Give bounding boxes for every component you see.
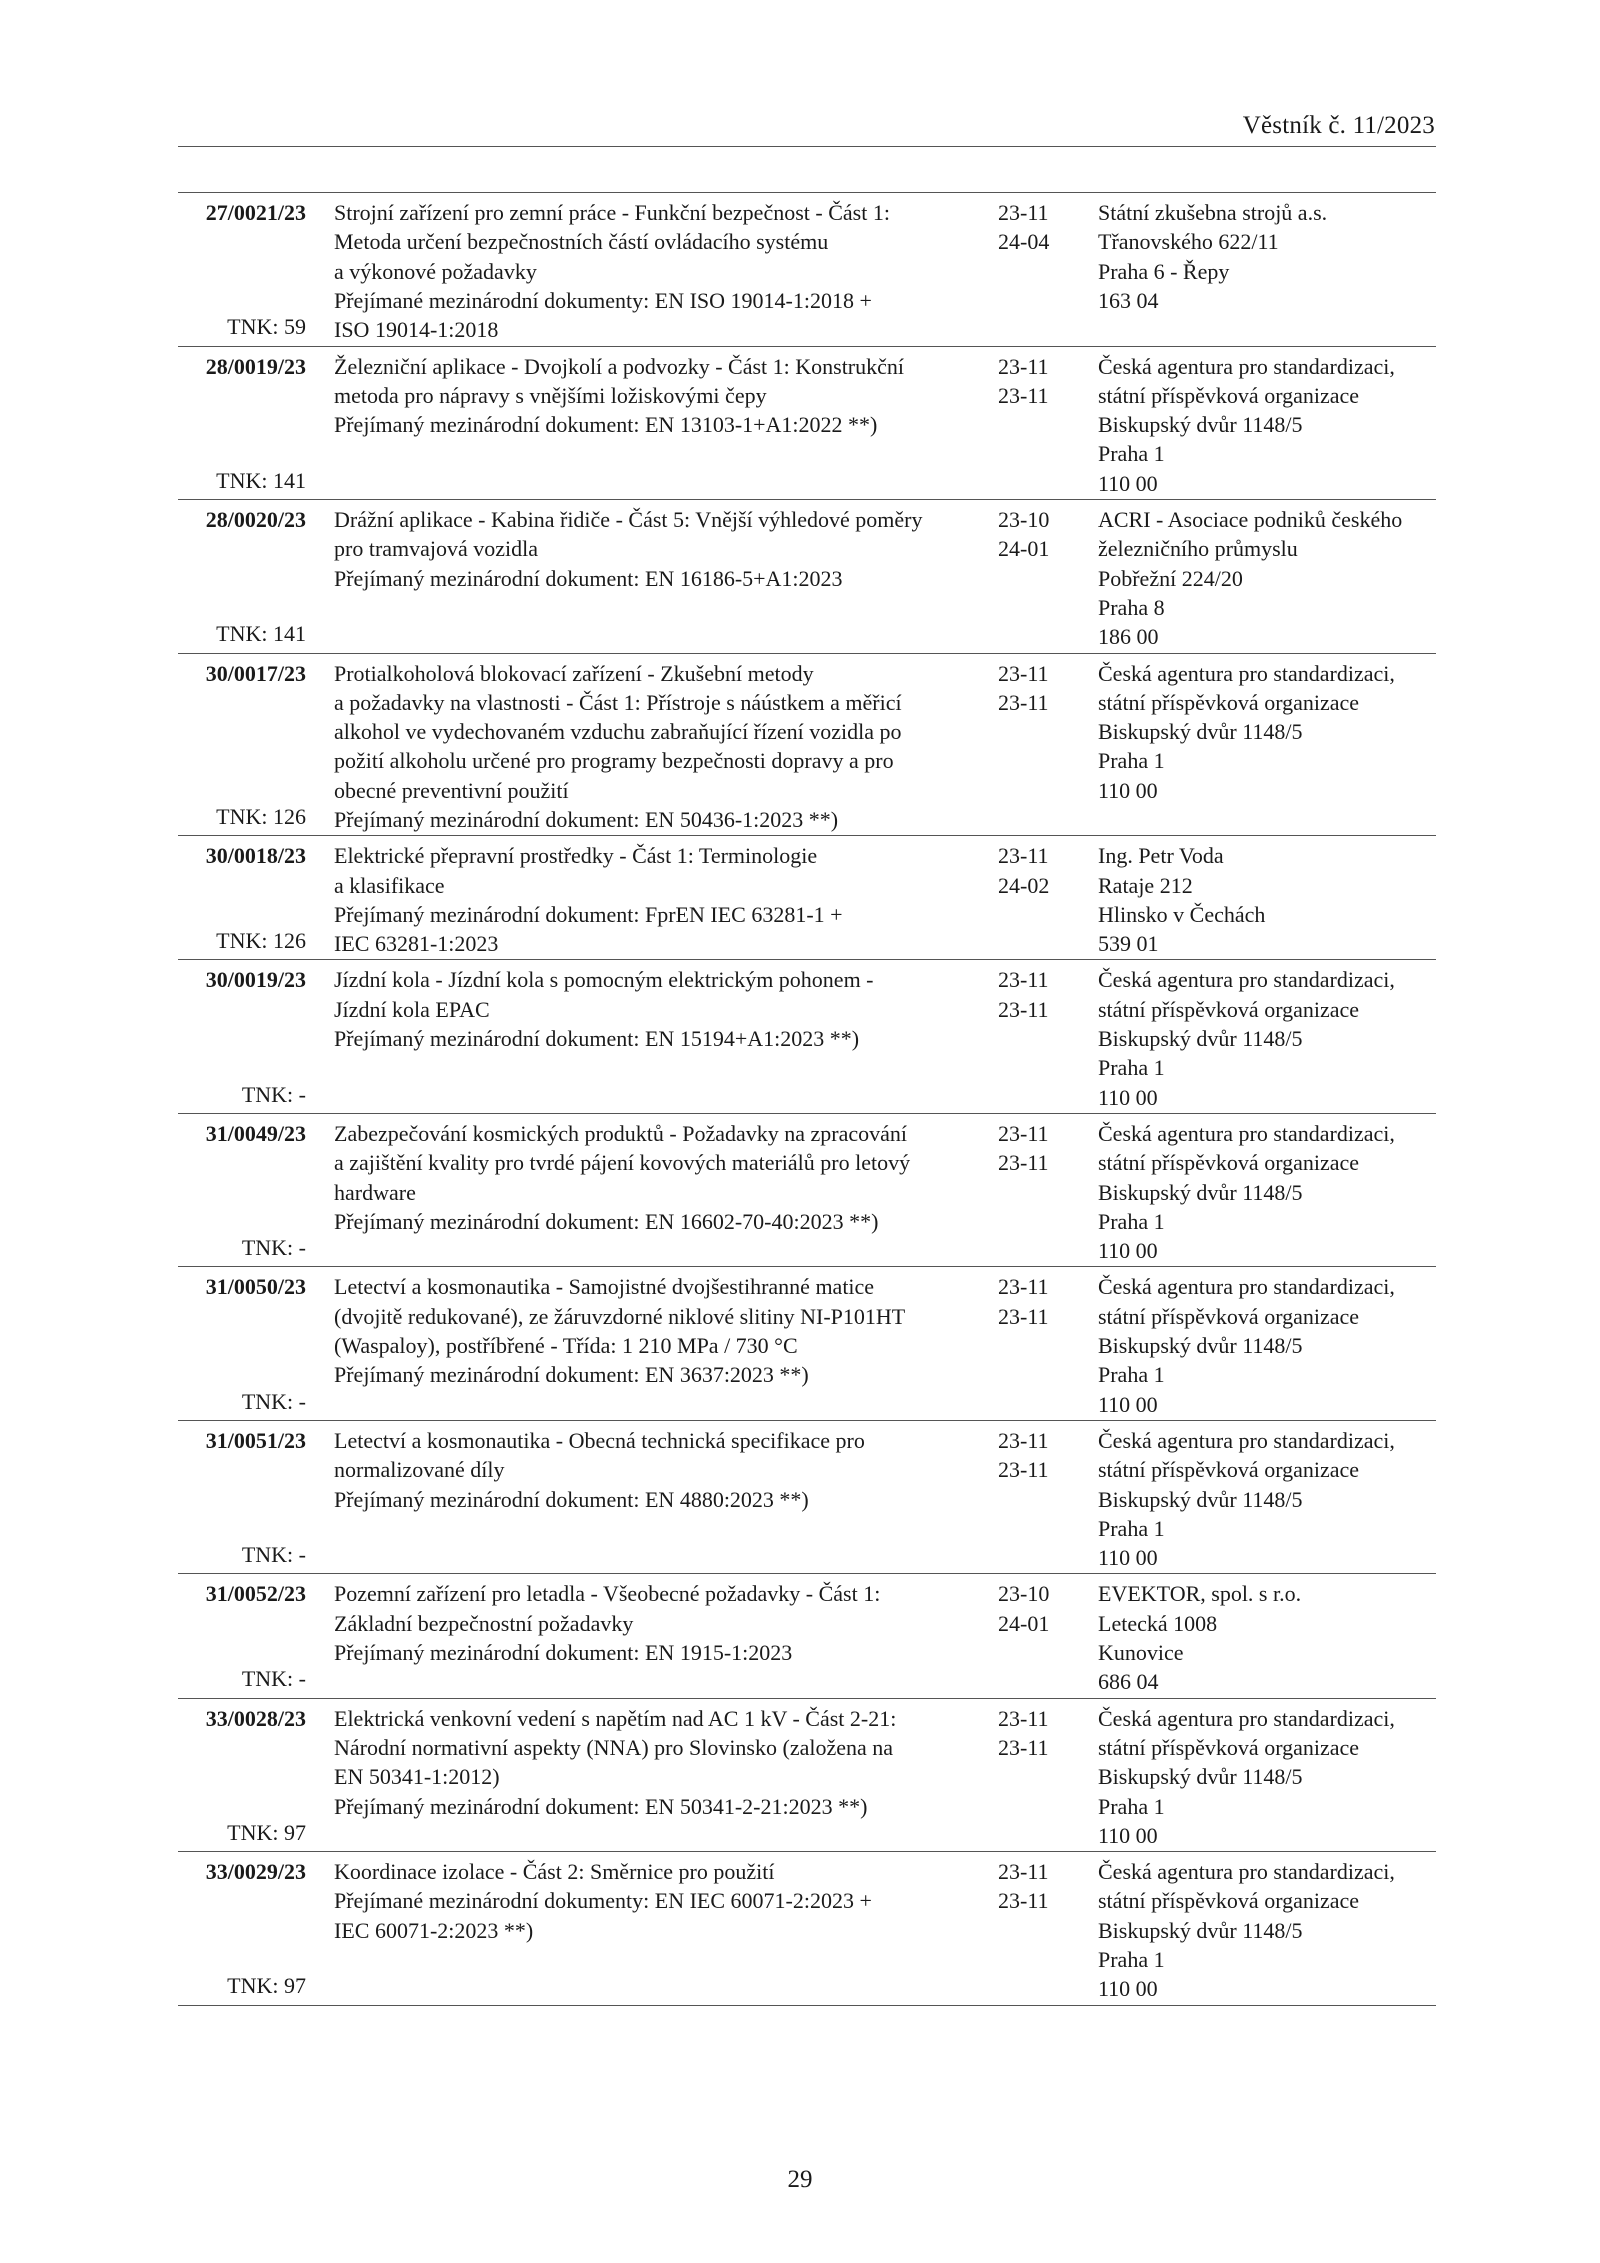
description-line: Přejímaný mezinárodní dokument: FprEN IEC 63281-1 + bbox=[334, 901, 843, 927]
date-value: 24-02 bbox=[998, 872, 1050, 898]
address-line: železničního průmyslu bbox=[1098, 536, 1298, 562]
standard-number: 28/0019/23 bbox=[205, 353, 306, 379]
date-value: 23-11 bbox=[998, 1427, 1049, 1453]
address-line: Praha 8 bbox=[1098, 594, 1165, 620]
address-line: 110 00 bbox=[1098, 1976, 1158, 2002]
description-line: Pozemní zařízení pro letadla - Všeobecné požadavky - Část 1: bbox=[334, 1581, 881, 1607]
processor-address bbox=[1098, 841, 1438, 958]
description-line: Přejímaný mezinárodní dokument: EN 4880:2023 **) bbox=[334, 1486, 809, 1512]
row-identifier bbox=[178, 198, 306, 342]
description-line: Metoda určení bezpečnostních částí ovládacího systému bbox=[334, 229, 829, 255]
description-line: Železniční aplikace - Dvojkolí a podvozky - Část 1: Konstrukční bbox=[334, 353, 905, 379]
dates-column bbox=[998, 841, 1058, 900]
address-line: Biskupský dvůr 1148/5 bbox=[1098, 1917, 1303, 1943]
tnk-label: TNK: - bbox=[241, 1388, 306, 1414]
description-line: (dvojitě redukované), ze žáruvzdorné niklové slitiny NI-P101HT bbox=[334, 1303, 906, 1329]
tnk-label: TNK: 97 bbox=[227, 1973, 306, 1999]
address-line: Hlinsko v Čechách bbox=[1098, 901, 1266, 927]
header-divider bbox=[178, 146, 1436, 147]
processor-address bbox=[1098, 352, 1438, 498]
table-row bbox=[178, 654, 1436, 837]
date-value: 23-11 bbox=[998, 996, 1049, 1022]
tnk-label: TNK: 126 bbox=[216, 804, 306, 829]
date-value: 24-01 bbox=[998, 1610, 1050, 1636]
description-line: Přejímané mezinárodní dokumenty: EN IEC 60071-2:2023 + bbox=[334, 1888, 872, 1914]
standard-description bbox=[334, 505, 994, 593]
tnk-label: TNK: - bbox=[241, 1666, 306, 1692]
row-identifier bbox=[178, 1579, 306, 1693]
standard-number: 33/0029/23 bbox=[205, 1859, 306, 1885]
dates-column bbox=[998, 198, 1058, 257]
standard-number: 31/0049/23 bbox=[205, 1120, 306, 1146]
tnk-label: TNK: 126 bbox=[216, 928, 306, 954]
address-line: Praha 1 bbox=[1098, 1208, 1165, 1234]
description-line: Přejímaný mezinárodní dokument: EN 15194+A1:2023 **) bbox=[334, 1026, 860, 1052]
address-line: 110 00 bbox=[1098, 1391, 1158, 1417]
address-line: Česká agentura pro standardizaci, bbox=[1098, 660, 1395, 686]
description-line: Přejímaný mezinárodní dokument: EN 50436-1:2023 **) bbox=[334, 806, 839, 832]
dates-column bbox=[998, 1426, 1058, 1485]
standard-number: 31/0052/23 bbox=[205, 1581, 306, 1607]
description-line: normalizované díly bbox=[334, 1457, 505, 1483]
tnk-label: TNK: 141 bbox=[216, 467, 306, 493]
date-value: 23-10 bbox=[998, 507, 1050, 532]
date-value: 23-11 bbox=[998, 1888, 1049, 1914]
address-line: 110 00 bbox=[1098, 470, 1158, 496]
date-value: 23-11 bbox=[998, 1303, 1049, 1329]
processor-address bbox=[1098, 965, 1438, 1111]
description-line: metoda pro nápravy s vnějšími ložiskovými čepy bbox=[334, 382, 767, 408]
standard-description bbox=[334, 1119, 994, 1236]
dates-column bbox=[998, 659, 1058, 718]
address-line: Česká agentura pro standardizaci, bbox=[1098, 353, 1395, 379]
address-line: Česká agentura pro standardizaci, bbox=[1098, 1705, 1395, 1731]
table-row bbox=[178, 1421, 1436, 1575]
description-line: Zabezpečování kosmických produktů - Požadavky na zpracování bbox=[334, 1120, 908, 1146]
dates-column bbox=[998, 1857, 1058, 1916]
description-line: Přejímané mezinárodní dokumenty: EN ISO 19014-1:2018 + bbox=[334, 287, 872, 313]
address-line: Praha 1 bbox=[1098, 441, 1165, 467]
date-value: 23-10 bbox=[998, 1581, 1050, 1607]
address-line: státní příspěvková organizace bbox=[1098, 1734, 1360, 1760]
processor-address bbox=[1098, 198, 1438, 315]
address-line: Třanovského 622/11 bbox=[1098, 229, 1279, 255]
address-line: Letecká 1008 bbox=[1098, 1610, 1218, 1636]
address-line: ACRI - Asociace podniků českého bbox=[1098, 507, 1403, 532]
date-value: 23-11 bbox=[998, 843, 1049, 869]
address-line: Biskupský dvůr 1148/5 bbox=[1098, 1764, 1303, 1790]
address-line: Státní zkušebna strojů a.s. bbox=[1098, 200, 1328, 225]
date-value: 23-11 bbox=[998, 1734, 1049, 1760]
table-row bbox=[178, 1574, 1436, 1698]
address-line: státní příspěvková organizace bbox=[1098, 1457, 1360, 1483]
address-line: EVEKTOR, spol. s r.o. bbox=[1098, 1581, 1302, 1607]
date-value: 23-11 bbox=[998, 967, 1049, 993]
date-value: 24-01 bbox=[998, 536, 1050, 562]
date-value: 23-11 bbox=[998, 1120, 1049, 1146]
description-line: a výkonové požadavky bbox=[334, 258, 537, 284]
standard-number: 33/0028/23 bbox=[205, 1705, 306, 1731]
row-identifier bbox=[178, 505, 306, 649]
standard-number: 30/0019/23 bbox=[205, 967, 306, 993]
address-line: Praha 1 bbox=[1098, 1515, 1165, 1541]
description-line: Národní normativní aspekty (NNA) pro Slovinsko (založena na bbox=[334, 1734, 894, 1760]
address-line: státní příspěvková organizace bbox=[1098, 382, 1360, 408]
table-row bbox=[178, 1114, 1436, 1268]
address-line: 110 00 bbox=[1098, 1084, 1158, 1110]
address-line: státní příspěvková organizace bbox=[1098, 1888, 1360, 1914]
description-line: Protialkoholová blokovací zařízení - Zkušební metody bbox=[334, 660, 814, 686]
description-line: Přejímaný mezinárodní dokument: EN 1915-1:2023 bbox=[334, 1640, 793, 1666]
address-line: Rataje 212 bbox=[1098, 872, 1193, 898]
processor-address bbox=[1098, 659, 1438, 805]
address-line: 110 00 bbox=[1098, 777, 1158, 803]
standard-number: 31/0051/23 bbox=[205, 1427, 306, 1453]
date-value: 23-11 bbox=[998, 1150, 1049, 1176]
date-value: 23-11 bbox=[998, 660, 1049, 686]
row-identifier bbox=[178, 659, 306, 832]
standard-number: 30/0017/23 bbox=[205, 660, 306, 686]
description-line: Letectví a kosmonautika - Obecná technická specifikace pro bbox=[334, 1427, 865, 1453]
description-line: a klasifikace bbox=[334, 872, 445, 898]
description-line: hardware bbox=[334, 1179, 416, 1205]
processor-address bbox=[1098, 1579, 1438, 1696]
standard-number: 27/0021/23 bbox=[205, 200, 306, 225]
address-line: Česká agentura pro standardizaci, bbox=[1098, 967, 1395, 993]
address-line: Praha 1 bbox=[1098, 1947, 1165, 1973]
dates-column bbox=[998, 1704, 1058, 1763]
standard-description bbox=[334, 1857, 994, 1945]
standard-number: 28/0020/23 bbox=[205, 507, 306, 532]
tnk-label: TNK: 59 bbox=[227, 314, 306, 340]
address-line: státní příspěvková organizace bbox=[1098, 1150, 1360, 1176]
table-row bbox=[178, 1267, 1436, 1421]
standard-number: 31/0050/23 bbox=[205, 1274, 306, 1300]
row-identifier bbox=[178, 965, 306, 1109]
address-line: 539 01 bbox=[1098, 931, 1159, 957]
description-line: Koordinace izolace - Část 2: Směrnice pro použití bbox=[334, 1859, 775, 1885]
publication-title: Věstník č. 11/2023 bbox=[1242, 112, 1435, 139]
row-identifier bbox=[178, 352, 306, 496]
dates-column bbox=[998, 965, 1058, 1024]
description-line: Přejímaný mezinárodní dokument: EN 50341-2-21:2023 **) bbox=[334, 1793, 868, 1819]
page-number: 29 bbox=[787, 2166, 813, 2193]
standard-description bbox=[334, 1426, 994, 1514]
description-line: a požadavky na vlastnosti - Část 1: Přístroje s náústkem a měřicí bbox=[334, 689, 902, 715]
address-line: Kunovice bbox=[1098, 1640, 1184, 1666]
table-row bbox=[178, 500, 1436, 654]
address-line: 163 04 bbox=[1098, 287, 1159, 313]
description-line: Jízdní kola EPAC bbox=[334, 996, 490, 1022]
row-identifier bbox=[178, 1704, 306, 1848]
table-row bbox=[178, 193, 1436, 347]
address-line: Praha 1 bbox=[1098, 748, 1165, 774]
tnk-label: TNK: - bbox=[241, 1542, 306, 1568]
address-line: Pobřežní 224/20 bbox=[1098, 565, 1243, 591]
table-row bbox=[178, 960, 1436, 1114]
date-value: 23-11 bbox=[998, 689, 1049, 715]
address-line: 686 04 bbox=[1098, 1669, 1159, 1695]
description-line: Elektrická venkovní vedení s napětím nad AC 1 kV - Část 2-21: bbox=[334, 1705, 897, 1731]
address-line: Praha 1 bbox=[1098, 1362, 1165, 1388]
standard-description bbox=[334, 352, 994, 440]
description-line: pro tramvajová vozidla bbox=[334, 536, 539, 562]
description-line: obecné preventivní použití bbox=[334, 777, 569, 803]
dates-column bbox=[998, 352, 1058, 411]
address-line: Praha 6 - Řepy bbox=[1098, 258, 1230, 284]
address-line: Česká agentura pro standardizaci, bbox=[1098, 1427, 1395, 1453]
description-line: Přejímaný mezinárodní dokument: EN 13103-1+A1:2022 **) bbox=[334, 412, 878, 438]
date-value: 23-11 bbox=[998, 353, 1049, 379]
date-value: 23-11 bbox=[998, 1859, 1049, 1885]
description-line: Drážní aplikace - Kabina řidiče - Část 5: Vnější výhledové poměry bbox=[334, 507, 923, 532]
standard-description bbox=[334, 965, 994, 1053]
description-line: alkohol ve vydechovaném vzduchu zabraňující řízení vozidla po bbox=[334, 719, 902, 745]
description-line: EN 50341-1:2012) bbox=[334, 1764, 500, 1790]
standards-table bbox=[178, 192, 1436, 2006]
dates-column bbox=[998, 1579, 1058, 1638]
tnk-label: TNK: 141 bbox=[216, 621, 306, 647]
processor-address bbox=[1098, 1119, 1438, 1265]
processor-address bbox=[1098, 1857, 1438, 2003]
processor-address bbox=[1098, 1426, 1438, 1572]
table-row bbox=[178, 836, 1436, 960]
date-value: 23-11 bbox=[998, 1457, 1049, 1483]
description-line: Přejímaný mezinárodní dokument: EN 3637:2023 **) bbox=[334, 1362, 809, 1388]
description-line: (Waspaloy), postříbřené - Třída: 1 210 MPa / 730 °C bbox=[334, 1333, 798, 1359]
date-value: 23-11 bbox=[998, 1274, 1049, 1300]
address-line: Biskupský dvůr 1148/5 bbox=[1098, 1486, 1303, 1512]
address-line: 110 00 bbox=[1098, 1545, 1158, 1571]
standard-description bbox=[334, 659, 994, 835]
description-line: Strojní zařízení pro zemní práce - Funkční bezpečnost - Část 1: bbox=[334, 200, 890, 225]
date-value: 24-04 bbox=[998, 229, 1050, 255]
address-line: Česká agentura pro standardizaci, bbox=[1098, 1859, 1395, 1885]
address-line: Biskupský dvůr 1148/5 bbox=[1098, 719, 1303, 745]
standard-description bbox=[334, 841, 994, 958]
address-line: Praha 1 bbox=[1098, 1793, 1165, 1819]
date-value: 23-11 bbox=[998, 1705, 1049, 1731]
description-line: Přejímaný mezinárodní dokument: EN 16186-5+A1:2023 bbox=[334, 565, 843, 591]
row-identifier bbox=[178, 1272, 306, 1416]
row-identifier bbox=[178, 1119, 306, 1263]
processor-address bbox=[1098, 1272, 1438, 1418]
standard-description bbox=[334, 1704, 994, 1821]
standard-description bbox=[334, 1579, 994, 1667]
standard-description bbox=[334, 198, 994, 344]
table-row bbox=[178, 1699, 1436, 1853]
tnk-label: TNK: 97 bbox=[227, 1819, 306, 1845]
row-identifier bbox=[178, 1857, 306, 2001]
address-line: 110 00 bbox=[1098, 1238, 1158, 1264]
address-line: Biskupský dvůr 1148/5 bbox=[1098, 412, 1303, 438]
description-line: Elektrické přepravní prostředky - Část 1: Terminologie bbox=[334, 843, 818, 869]
description-line: Základní bezpečnostní požadavky bbox=[334, 1610, 634, 1636]
address-line: Česká agentura pro standardizaci, bbox=[1098, 1120, 1395, 1146]
table-row bbox=[178, 347, 1436, 501]
description-line: IEC 63281-1:2023 bbox=[334, 931, 499, 957]
row-identifier bbox=[178, 841, 306, 955]
description-line: Přejímaný mezinárodní dokument: EN 16602-70-40:2023 **) bbox=[334, 1208, 879, 1234]
address-line: Biskupský dvůr 1148/5 bbox=[1098, 1026, 1303, 1052]
standard-description bbox=[334, 1272, 994, 1389]
description-line: požití alkoholu určené pro programy bezpečnosti dopravy a pro bbox=[334, 748, 894, 774]
dates-column bbox=[998, 1119, 1058, 1178]
date-value: 23-11 bbox=[998, 382, 1049, 408]
address-line: Ing. Petr Voda bbox=[1098, 843, 1224, 869]
address-line: Biskupský dvůr 1148/5 bbox=[1098, 1333, 1303, 1359]
processor-address bbox=[1098, 505, 1438, 651]
row-identifier bbox=[178, 1426, 306, 1570]
address-line: státní příspěvková organizace bbox=[1098, 1303, 1360, 1329]
description-line: Letectví a kosmonautika - Samojistné dvojšestihranné matice bbox=[334, 1274, 875, 1300]
address-line: 110 00 bbox=[1098, 1822, 1158, 1848]
description-line: ISO 19014-1:2018 bbox=[334, 317, 499, 343]
description-line: Jízdní kola - Jízdní kola s pomocným elektrickým pohonem - bbox=[334, 967, 874, 993]
dates-column bbox=[998, 1272, 1058, 1331]
address-line: Biskupský dvůr 1148/5 bbox=[1098, 1179, 1303, 1205]
address-line: Česká agentura pro standardizaci, bbox=[1098, 1274, 1395, 1300]
tnk-label: TNK: - bbox=[241, 1235, 306, 1261]
date-value: 23-11 bbox=[998, 200, 1049, 225]
description-line: IEC 60071-2:2023 **) bbox=[334, 1917, 534, 1943]
standard-number: 30/0018/23 bbox=[205, 843, 306, 869]
address-line: státní příspěvková organizace bbox=[1098, 689, 1360, 715]
address-line: Praha 1 bbox=[1098, 1055, 1165, 1081]
table-row bbox=[178, 1852, 1436, 2006]
address-line: 186 00 bbox=[1098, 624, 1159, 650]
tnk-label: TNK: - bbox=[241, 1081, 306, 1107]
description-line: a zajištění kvality pro tvrdé pájení kovových materiálů pro letový bbox=[334, 1150, 911, 1176]
processor-address bbox=[1098, 1704, 1438, 1850]
dates-column bbox=[998, 505, 1058, 564]
address-line: státní příspěvková organizace bbox=[1098, 996, 1360, 1022]
